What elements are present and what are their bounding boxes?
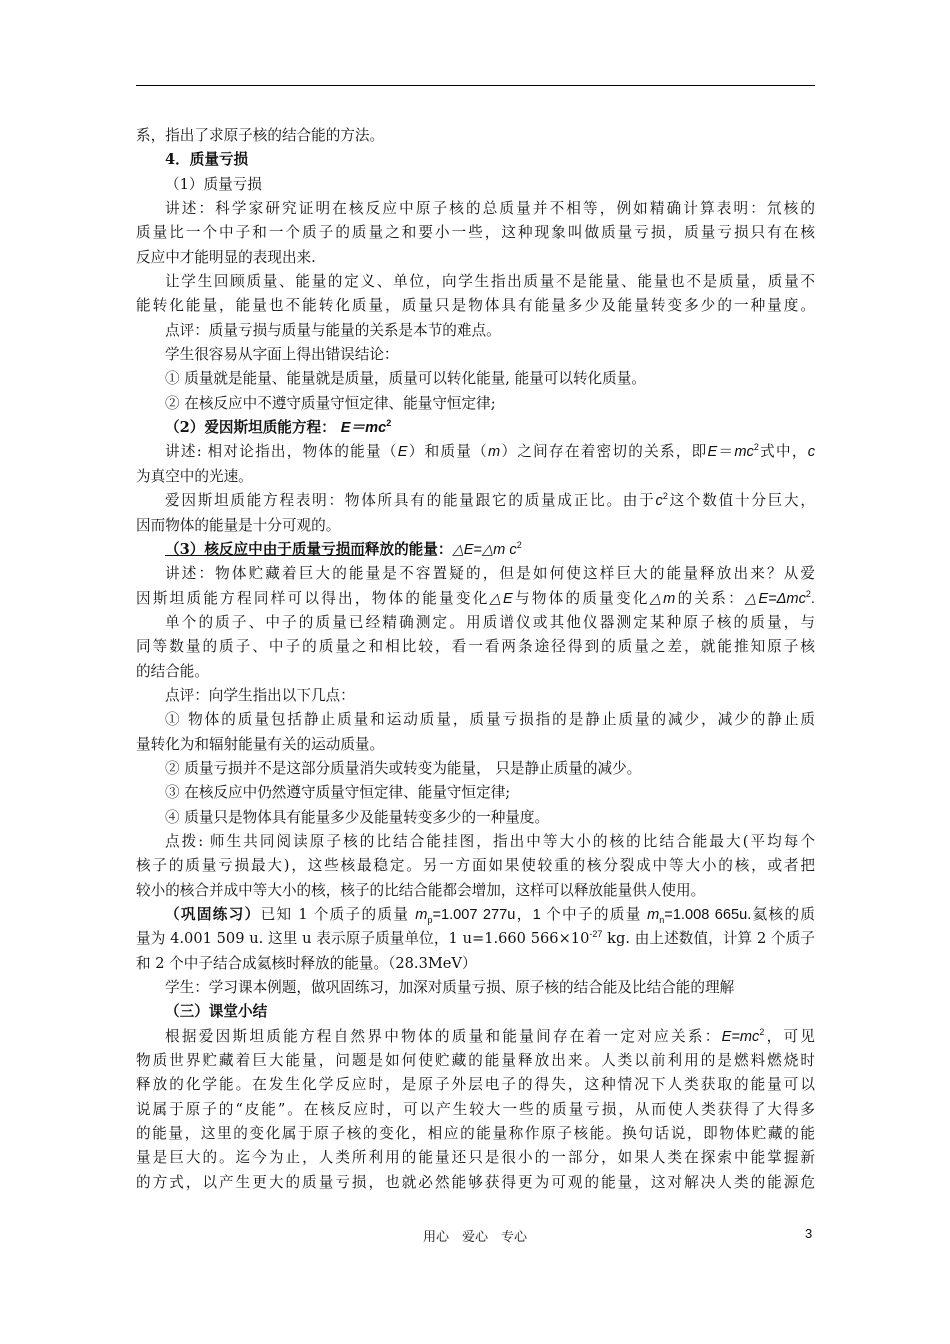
paragraph-line: 说属于原子的“皮能”。在核反应时，可以产生较大一些的质量亏损，从而使人类获得了大得多 — [136, 1100, 815, 1118]
paragraph-line: 的结合能。 — [136, 662, 209, 680]
list-item: ③ 在核反应中仍然遵守质量守恒定律、能量守恒定律; — [165, 784, 511, 802]
paragraph-line: 的能量，这里的变化属于原子核的变化，相应的能量称作原子核能。换句话说，即物体贮藏的能 — [136, 1125, 815, 1143]
section-heading: （三）课堂小结 — [165, 1003, 268, 1021]
paragraph-line: 同等数量的质子、中子的质量之和相比较，看一看两条途径得到的质量之差，就能推知原子核 — [136, 638, 815, 656]
section-heading: 4．质量亏损 — [165, 151, 249, 169]
paragraph-line: 核子的质量亏损最大)，这些核最稳定。另一方面如果使较重的核分裂成中等大小的核，或者把 — [136, 857, 815, 875]
paragraph-line: 量是巨大的。迄今为止，人类所利用的能量还只是很小的一部分，如果人类在探索中能掌握新 — [136, 1149, 815, 1167]
paragraph-line: 因而物体的能量是十分可观的。 — [136, 516, 341, 534]
paragraph-line: 讲述：科学家研究证明在核反应中原子核的总质量并不相等，例如精确计算表明：氘核的 — [165, 200, 815, 218]
paragraph-line: 单个的质子、中子的质量已经精确测定。用质谱仪或其他仪器测定某种原子核的质量，与 — [165, 613, 815, 631]
list-item: ② 质量亏损并不是这部分质量消失或转变为能量， 只是静止质量的减少。 — [165, 759, 642, 777]
paragraph-line: 根据爱因斯坦质能方程自然界中物体的质量和能量间存在着一定对应关系：$E=mc^2$，可见 — [165, 1026, 815, 1045]
paragraph-line: 能转化能量，能量也不能转化质量，质量只是物体具有能量多少及能量转变多少的一种量度。 — [136, 297, 815, 315]
page-number: 3 — [805, 1226, 813, 1241]
list-item: ④ 质量只是物体具有能量多少及能量转变多少的一种量度。 — [165, 808, 550, 826]
paragraph-line: 物质世界贮藏着巨大能量，问题是如何使贮藏的能量释放出来。人类以前利用的是燃料燃烧时 — [136, 1052, 815, 1070]
paragraph-line: 点拨: 师生共同阅读原子核的比结合能挂图，指出中等大小的核的比结合能最大(平均每个 — [165, 832, 815, 850]
list-item-continued: 量转化为和辐射能量有关的运动质量。 — [136, 735, 385, 753]
paragraph-line: 反应中才能明显的表现出来. — [136, 248, 316, 266]
paragraph-line: 讲述：物体贮藏着巨大的能量是不容置疑的，但是如何使这样巨大的能量释放出来？从爱 — [165, 565, 815, 583]
header-rule — [136, 85, 815, 86]
document-body — [136, 124, 815, 1195]
exercise-line: 和 2 个中子结合成氦核时释放的能量。（28.3MeV） — [136, 954, 477, 972]
paragraph-line: 释放的化学能。在发生化学反应时，是原子外层电子的得失，这种情况下人类获取的能量可以 — [136, 1076, 815, 1094]
list-item: ② 在核反应中不遵守质量守恒定律、能量守恒定律; — [165, 394, 496, 412]
paragraph-line: 让学生回顾质量、能量的定义、单位，向学生指出质量不是能量、能量也不是质量，质量不 — [165, 273, 815, 291]
subsection-heading: （2）爱因斯坦质能方程： $E=mc^2$ — [165, 418, 392, 437]
list-item: ① 质量就是能量、能量就是质量，质量可以转化能量, 能量可以转化质量。 — [165, 370, 646, 388]
paragraph-line: 讲述: 相对论指出，物体的能量（E）和质量（m）之间存在着密切的关系，即$E=mc^2$式中，c — [165, 442, 815, 461]
footer-motto: 用心 爱心 专心 — [422, 1230, 527, 1245]
subsection-heading: （1）质量亏损 — [165, 175, 262, 193]
paragraph-line: 点评：质量亏损与质量与能量的关系是本节的难点。 — [165, 321, 501, 339]
paragraph-line: 质量比一个中子和一个质子的质量之和要小一些，这种现象叫做质量亏损，质量亏损只有在核 — [136, 224, 815, 242]
list-item: ① 物体的质量包括静止质量和运动质量，质量亏损指的是静止质量的减少，减少的静止质 — [165, 711, 815, 729]
paragraph-line: 学生：学习课本例题，做巩固练习，加深对质量亏损、原子核的结合能及比结合能的理解 — [165, 979, 735, 997]
subsection-heading: （3）核反应中由于质量亏损而释放的能量：△E=△m $c^2$ — [165, 539, 522, 558]
paragraph-line: 点评：向学生指出以下几点： — [165, 686, 355, 704]
paragraph-line: 的方式，以产生更大的质量亏损，也就必然能够获得更为可观的能量，这对解决人类的能源危 — [136, 1173, 815, 1191]
paragraph-line: 因斯坦质能方程同样可以得出，物体的能量变化△E与物体的质量变化△m的关系：△E=Δmc$^2$. — [136, 588, 815, 607]
exercise-line: （巩固练习）已知 1 个质子的质量 $m_p=1.007$ 277u，1 个中子的质量 $m_n=1.008$ 665u.氦核的质 — [165, 906, 815, 925]
paragraph-line: 较小的核合并成中等大小的核，核子的比结合能都会增加，这样可以释放能量供人使用。 — [136, 881, 706, 899]
paragraph-line: 为真空中的光速。 — [136, 467, 253, 485]
exercise-line: 量为 4.001 509 u. 这里 u 表示原子质量单位，1 u=1.660 $566\times 10^{-27}$ kg. 由上述数值，计算 2 个质子 — [136, 929, 815, 948]
paragraph-line: 系，指出了求原子核的结合能的方法。 — [136, 127, 385, 144]
paragraph-line: 爱因斯坦质能方程表明：物体所具有的能量跟它的质量成正比。由于$c^2$这个数值十分巨大， — [165, 491, 815, 510]
paragraph-line: 学生很容易从字面上得出错误结论： — [165, 346, 399, 364]
